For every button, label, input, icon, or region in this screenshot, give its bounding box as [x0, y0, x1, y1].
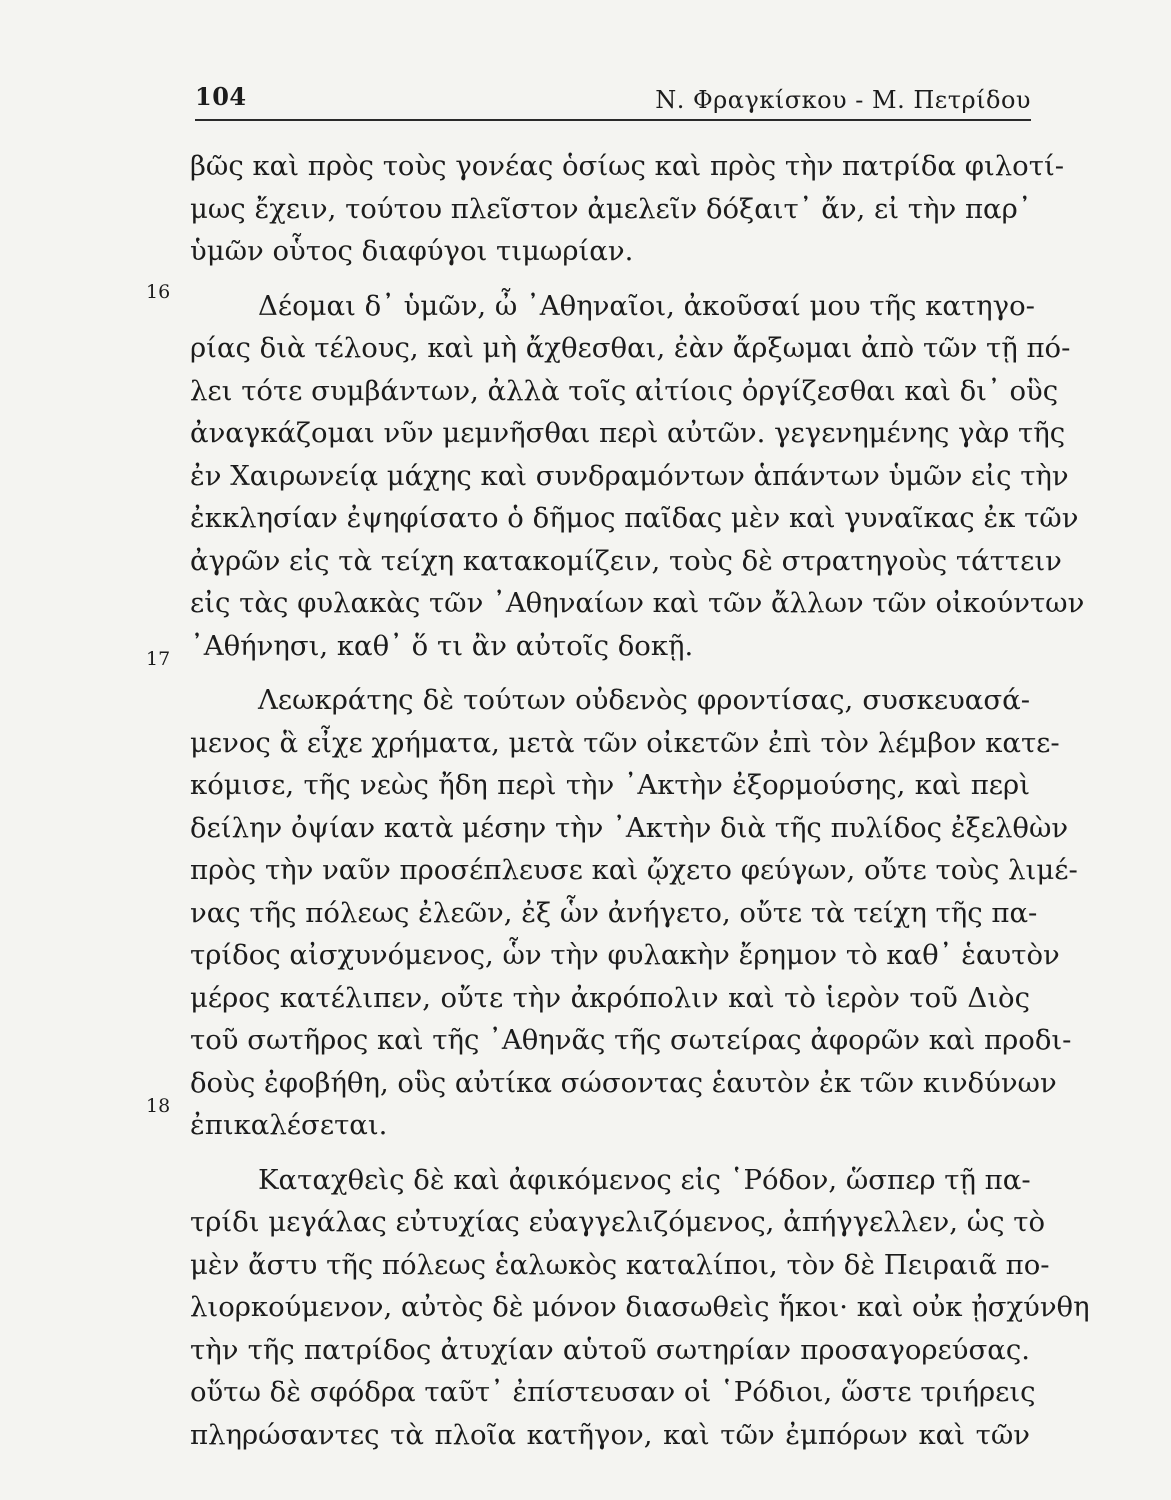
text-line: ὑμῶν οὗτος διαφύγοι τιμωρίαν.: [190, 235, 634, 267]
text-line: Δέομαι δ᾽ ὑμῶν, ὦ ᾽Αθηναῖοι, ἀκοῦσαί μου τῆς κατηγο-: [258, 289, 1035, 322]
text-line: ἐκκλησίαν ἐψηφίσατο ὁ δῆμος παῖδας μὲν καὶ γυναῖκας ἐκ τῶν: [190, 502, 1079, 534]
text-line: μέρος κατέλιπεν, οὔτε τὴν ἀκρόπολιν καὶ τὸ ἱερὸν τοῦ Διὸς: [190, 981, 1030, 1014]
text-line: κόμισε, τῆς νεὼς ἤδη περὶ τὴν ᾽Ακτὴν ἐξορμούσης, καὶ περὶ: [190, 769, 1030, 801]
text-line: Καταχθεὶς δὲ καὶ ἀφικόμενος εἰς ῾Ρόδον, ὥσπερ τῇ πα-: [258, 1163, 1031, 1196]
text-line: μενος ἃ εἶχε χρήματα, μετὰ τῶν οἰκετῶν ἐπὶ τὸν λέμβον κατε-: [190, 726, 1060, 759]
section-number-17: 17: [146, 648, 171, 670]
text-line: ρίας διὰ τέλους, καὶ μὴ ἄχθεσθαι, ἐὰν ἄρξωμαι ἀπὸ τῶν τῇ πό-: [190, 332, 1071, 364]
text-line: ἀναγκάζομαι νῦν μεμνῆσθαι περὶ αὐτῶν. γεγενημένης γὰρ τῆς: [190, 417, 1066, 449]
text-line: τοῦ σωτῆρος καὶ τῆς ᾽Αθηνᾶς τῆς σωτείρας ἀφορῶν καὶ προδι-: [190, 1024, 1072, 1056]
text-line: νας τῆς πόλεως ἐλεῶν, ἐξ ὧν ἀνήγετο, οὔτε τὰ τείχη τῆς πα-: [190, 896, 1038, 929]
header-rule: [195, 119, 1031, 121]
text-line: ἐν Χαιρωνείᾳ μάχης καὶ συνδραμόντων ἁπάντων ὑμῶν εἰς τὴν: [190, 459, 1069, 492]
text-line: τὴν τῆς πατρίδος ἀτυχίαν αὑτοῦ σωτηρίαν προσαγορεύσας.: [190, 1333, 1030, 1366]
text-line: ἐπικαλέσεται.: [190, 1109, 388, 1141]
text-line: εἰς τὰς φυλακὰς τῶν ᾽Αθηναίων καὶ τῶν ἄλλων τῶν οἰκούντων: [190, 587, 1085, 619]
section-number-18: 18: [146, 1095, 171, 1117]
text-line: ᾽Αθήνησι, καθ᾽ ὅ τι ἂν αὐτοῖς δοκῇ.: [190, 629, 694, 662]
text-line: ἀγρῶν εἰς τὰ τείχη κατακομίζειν, τοὺς δὲ στρατηγοὺς τάττειν: [190, 544, 1062, 577]
text-line: λιορκούμενον, αὐτὸς δὲ μόνον διασωθεὶς ἥκοι· καὶ οὐκ ᾐσχύνθη: [190, 1291, 1090, 1323]
text-line: δοὺς ἐφοβήθη, οὓς αὐτίκα σώσοντας ἑαυτὸν ἐκ τῶν κινδύνων: [190, 1066, 1057, 1099]
text-line: τρίδι μεγάλας εὐτυχίας εὐαγγελιζόμενος, ἀπήγγελλεν, ὡς τὸ: [190, 1206, 1046, 1238]
section-number-16: 16: [146, 281, 171, 303]
paragraph-18: [190, 1159, 1090, 1457]
paragraph-16: [190, 285, 1085, 668]
paragraph-continuation: [190, 145, 1065, 273]
page-header: [195, 80, 1031, 120]
text-line: πληρώσαντες τὰ πλοῖα κατῆγον, καὶ τῶν ἐμπόρων καὶ τῶν: [190, 1418, 1030, 1451]
text-line: πρὸς τὴν ναῦν προσέπλευσε καὶ ᾤχετο φεύγων, οὔτε τοὺς λιμέ-: [190, 854, 1078, 886]
text-line: Λεωκράτης δὲ τούτων οὐδενὸς φροντίσας, συσκευασά-: [258, 684, 1030, 716]
text-line: τρίδος αἰσχυνόμενος, ὧν τὴν φυλακὴν ἔρημον τὸ καθ᾽ ἑαυτὸν: [190, 939, 1060, 971]
body-text: [190, 145, 1090, 1456]
text-line: δείλην ὀψίαν κατὰ μέσην τὴν ᾽Ακτὴν διὰ τῆς πυλίδος ἐξελθὼν: [190, 811, 1069, 844]
paragraph-17: [190, 679, 1078, 1147]
text-line: λει τότε συμβάντων, ἀλλὰ τοῖς αἰτίοις ὀργίζεσθαι καὶ δι᾽ οὓς: [190, 374, 1059, 407]
text-line: μως ἔχειν, τούτου πλεῖστον ἀμελεῖν δόξαιτ᾽ ἄν, εἰ τὴν παρ᾽: [190, 192, 1032, 225]
page-number: 104: [195, 82, 247, 111]
text-line: βῶς καὶ πρὸς τοὺς γονέας ὁσίως καὶ πρὸς τὴν πατρίδα φιλοτί-: [190, 150, 1065, 182]
running-head: Ν. Φραγκίσκου - Μ. Πετρίδου: [655, 86, 1031, 114]
text-line: μὲν ἄστυ τῆς πόλεως ἑαλωκὸς καταλίποι, τὸν δὲ Πειραιᾶ πο-: [190, 1248, 1050, 1281]
text-line: οὕτω δὲ σφόδρα ταῦτ᾽ ἐπίστευσαν οἱ ῾Ρόδιοι, ὥστε τριήρεις: [190, 1376, 1036, 1408]
